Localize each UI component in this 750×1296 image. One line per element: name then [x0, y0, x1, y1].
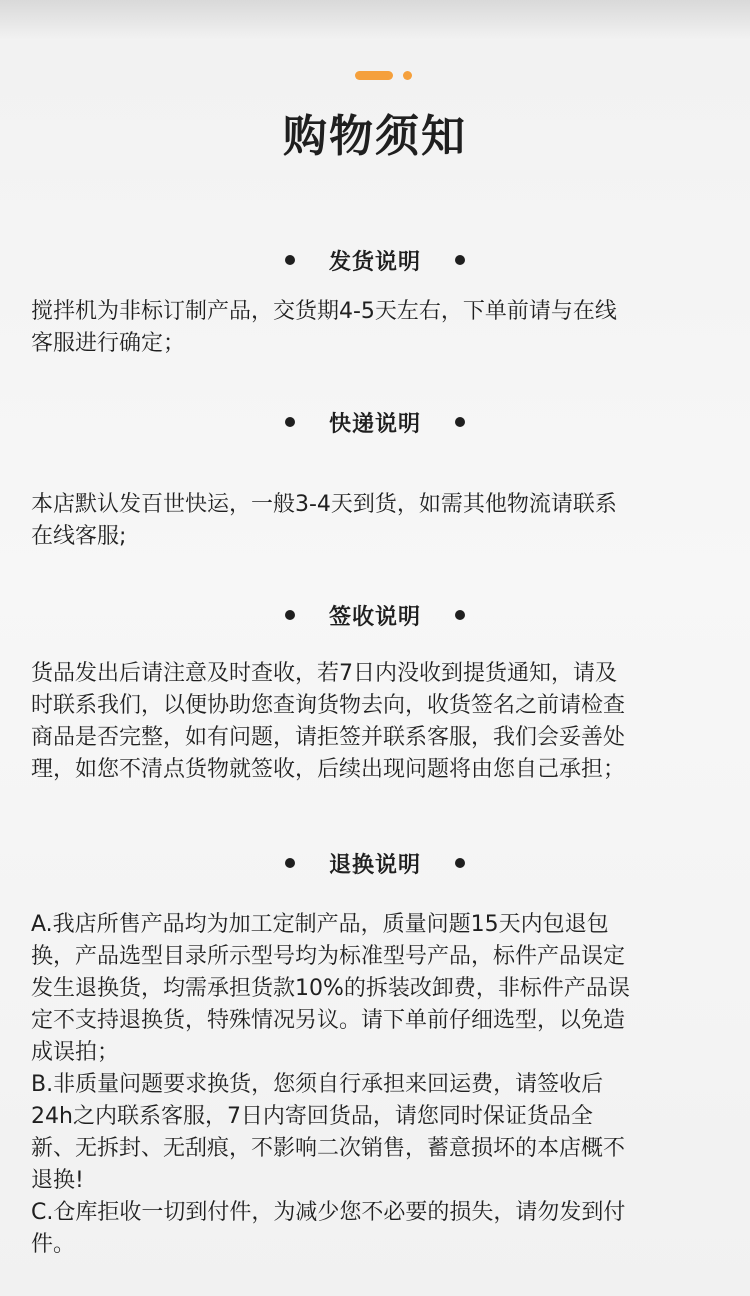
decoration-dot	[403, 71, 412, 80]
text-line: 客服进行确定；	[31, 331, 186, 356]
section-text-receipt	[31, 658, 721, 786]
text-line: 货品发出后请注意及时查收，若7日内没收到提货通知，请及	[31, 661, 617, 686]
text-line: 时联系我们，以便协助您查询货物去向，收货签名之前请检查	[31, 693, 626, 718]
section-heading-label: 退换说明	[328, 852, 421, 878]
text-line: 在线客服;	[31, 524, 127, 549]
text-line: 新、无拆封、无刮痕，不影响二次销售，蓄意损坏的本店概不	[31, 1136, 626, 1161]
section-heading-returns	[0, 845, 750, 881]
section-text-shipping	[31, 296, 721, 360]
text-line: B.非质量问题要求换货，您须自行承担来回运费，请签收后	[31, 1072, 604, 1097]
text-line: 发生退换货，均需承担货款10%的拆装改卸费，非标件产品误	[31, 976, 630, 1001]
bullet-right	[455, 610, 465, 620]
bullet-left	[285, 610, 295, 620]
section-heading-label: 快递说明	[328, 411, 421, 437]
bullet-left	[285, 417, 295, 427]
section-heading-receipt	[0, 597, 750, 633]
section-text-express	[31, 489, 721, 553]
text-line: 成误拍；	[31, 1040, 120, 1065]
bullet-right	[455, 417, 465, 427]
section-heading-express	[0, 404, 750, 440]
section-text-returns	[31, 909, 721, 1261]
bullet-left	[285, 255, 295, 265]
page-title: 购物须知	[283, 111, 467, 162]
section-heading-label: 发货说明	[328, 249, 421, 275]
text-line: 24h之内联系客服，7日内寄回货品，请您同时保证货品全	[31, 1104, 593, 1129]
section-heading-shipping	[0, 242, 750, 278]
text-line: 商品是否完整，如有问题，请拒签并联系客服，我们会妥善处	[31, 725, 626, 750]
decoration-pill	[355, 71, 393, 80]
text-line: 退换!	[31, 1168, 84, 1193]
text-line: 定不支持退换货，特殊情况另议。请下单前仔细选型，以免造	[31, 1008, 626, 1033]
bullet-left	[285, 858, 295, 868]
text-line: 搅拌机为非标订制产品，交货期4-5天左右，下单前请与在线	[31, 299, 617, 324]
text-line: 件。	[31, 1232, 76, 1257]
text-line: 理，如您不清点货物就签收，后续出现问题将由您自己承担；	[31, 757, 626, 782]
text-line: 换，产品选型目录所示型号均为标准型号产品，标件产品误定	[31, 944, 626, 969]
text-line: A.我店所售产品均为加工定制产品，质量问题15天内包退包	[31, 912, 609, 937]
bullet-right	[455, 255, 465, 265]
bullet-right	[455, 858, 465, 868]
section-heading-label: 签收说明	[328, 604, 421, 630]
text-line: C.仓库拒收一切到付件，为减少您不必要的损失，请勿发到付	[31, 1200, 626, 1225]
text-line: 本店默认发百世快运，一般3-4天到货，如需其他物流请联系	[31, 492, 617, 517]
